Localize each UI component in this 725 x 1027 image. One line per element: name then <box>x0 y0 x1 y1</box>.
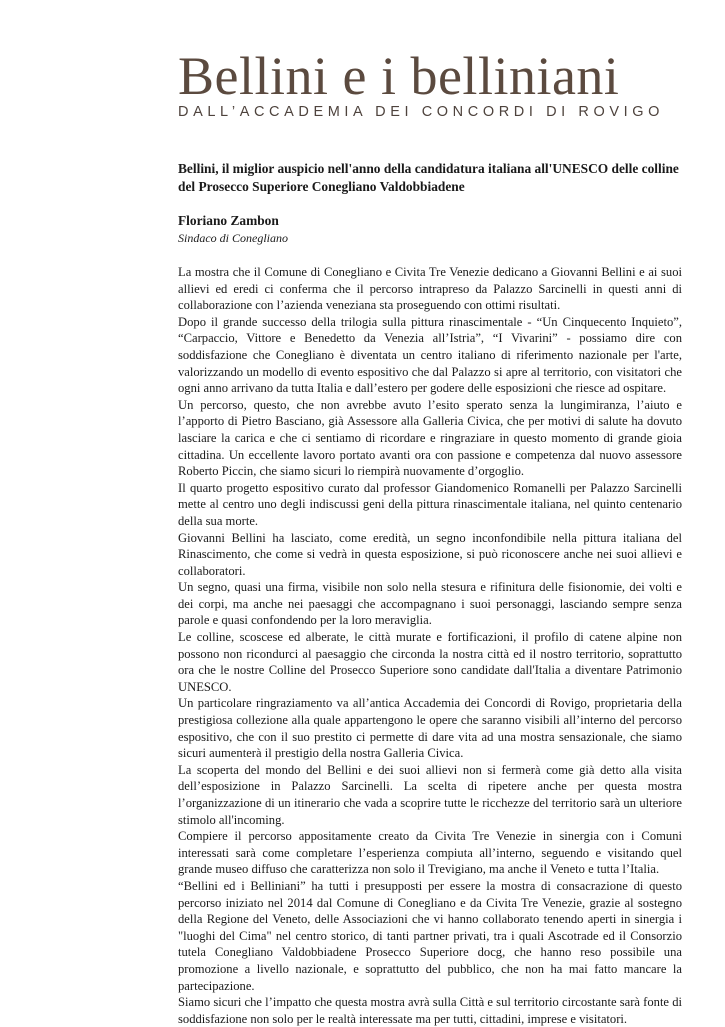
exhibition-header <box>178 46 665 120</box>
author-name: Floriano Zambon <box>178 213 279 228</box>
paragraph: Giovanni Bellini ha lasciato, come eredità, un segno inconfondibile nella pittura italiana del Rinascimento, che come si vedrà in questa esposizione, si può riconoscere anche nei suoi allievi e collaboratori. <box>178 530 682 578</box>
paragraph: Le colline, scoscese ed alberate, le città murate e fortificazioni, il profilo di catene alpine non possono non ricondurci al paesaggio che circonda la nostra città ed il nostro territorio, soprattutto ora che le nostre Colline del Prosecco Superiore sono candidate dall'Italia a diventare Patrimonio UNESCO. <box>178 630 682 694</box>
article-headline: Bellini, il miglior auspicio nell'anno della candidatura italiana all'UNESCO delle colline del Prosecco Superiore Conegliano Valdobbiadene <box>178 161 679 194</box>
paragraph: La mostra che il Comune di Conegliano e Civita Tre Venezie dedicano a Giovanni Bellini e ai suoi allievi ed eredi ci conferma che il percorso intrapreso da Palazzo Sarcinelli in questi anni di collaborazione con l’azienda veneziana sta proseguendo con ottimi risultati. <box>178 265 682 313</box>
paragraph: Compiere il percorso appositamente creato da Civita Tre Venezie in sinergia con i Comuni interessati sarà come completare l’esperienza compiuta all’interno, seguendo e visitando quel grande museo diffuso che caratterizza non solo il Trevigiano, ma anche il Veneto e tutta l’Italia. <box>178 829 682 877</box>
paragraph: La scoperta del mondo del Bellini e dei suoi allievi non si fermerà come già detto alla visita dell’esposizione in Palazzo Sarcinelli. La scelta di ripetere anche per questa mostra l’organizzazione di un itinerario che vada a scoprire tutte le ricchezze del territorio sarà un ulteriore stimolo all'incoming. <box>178 762 682 827</box>
paragraph: Il quarto progetto espositivo curato dal professor Giandomenico Romanelli per Palazzo Sarcinelli mette al centro uno degli indiscussi geni della pittura rinascimentale italiana, nel quinto centenario della sua morte. <box>178 480 682 528</box>
paragraph: “Bellini ed i Belliniani” ha tutti i presupposti per essere la mostra di consacrazione di questo percorso iniziato nel 2014 dal Comune di Conegliano e da Civita Tre Venezie, grazie al sostegno della Regione del Veneto, delle Associazioni che vi hanno collaborato tenendo aperti in sinergia i "luoghi del Cima" nel centro storico, di tanti partner privati, tra i quali Ascotrade ed il Consorzio tutela Conegliano Valdobbiadene Prosecco Superiore docg, che hanno reso possibile una promozione a livello nazionale, e soprattutto del pubblico, che non ha mai fatto mancare la partecipazione. <box>178 878 682 993</box>
author-role: Sindaco di Conegliano <box>178 231 288 245</box>
exhibition-subtitle: DALL’ACCADEMIA DEI CONCORDI DI ROVIGO <box>178 104 665 120</box>
paragraph: Un segno, quasi una firma, visibile non solo nella stesura e rifinitura delle fisionomie, dei volti e dei corpi, ma anche nei paesaggi che accompagnano i suoi personaggi, lasciando sempre senza parole e quasi confondendo per la loro meraviglia. <box>178 580 682 628</box>
paragraph: Siamo sicuri che l’impatto che questa mostra avrà sulla Città e sul territorio circostante sarà fonte di soddisfazione non solo per le realtà interessate ma per tutti, cittadini, imprese e visitatori. <box>178 995 682 1026</box>
paragraph: Un particolare ringraziamento va all’antica Accademia dei Concordi di Rovigo, proprietaria della prestigiosa collezione alla quale appartengono le opere che saranno visibili all’interno del percorso espositivo, che con il suo prestito ci permette di dare vita ad una mostra sensazionale, che siamo sicuri aumenterà il prestigio della nostra Galleria Civica. <box>178 696 682 761</box>
article-body <box>178 264 682 1027</box>
paragraph: Un percorso, questo, che non avrebbe avuto l’esito sperato senza la lungimiranza, l’aiuto e l’apporto di Pietro Basciano, già Assessore alla Galleria Civica, che per motivi di salute ha dovuto lasciare la carica e che ci sentiamo di ricordare e ringraziare in questo momento di grande gioia cittadina. Un eccellente lavoro portato avanti ora con passione e competenza dal nuovo assessore Roberto Piccin, che siamo sicuri lo riempirà nuovamente d’orgoglio. <box>178 397 682 479</box>
exhibition-title: Bellini e i belliniani <box>178 46 620 106</box>
article <box>178 160 682 1027</box>
paragraph: Dopo il grande successo della trilogia sulla pittura rinascimentale - “Un Cinquecento Inquieto”, “Carpaccio, Vittore e Benedetto da Venezia all’Istria”, “I Vivarini” - possiamo dire con soddisfazione che Conegliano è diventata un centro italiano di riferimento nazionale per l'arte, valorizzando un modello di evento espositivo che dal Palazzo si apre al territorio, con visitatori che ogni anno arrivano da tutta Italia e dall’estero per godere delle esposizioni che riesce ad ospitare. <box>178 314 682 396</box>
